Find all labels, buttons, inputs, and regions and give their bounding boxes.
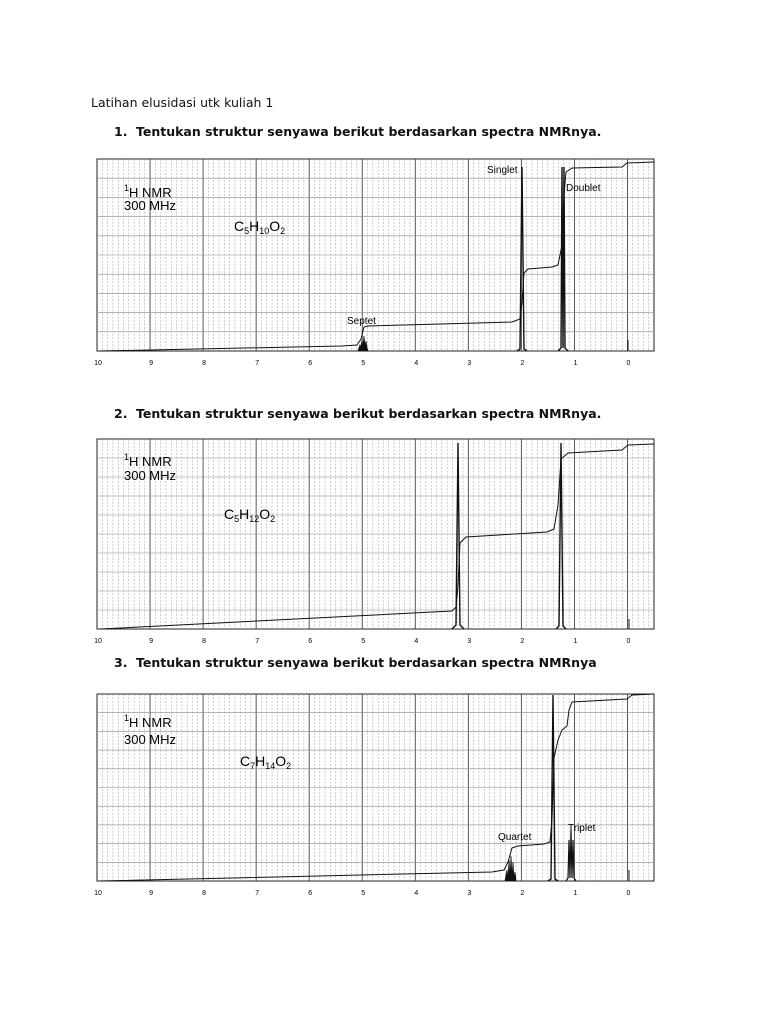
nucleus-label xyxy=(124,713,172,730)
ppm-tick-label: 1 xyxy=(573,890,578,897)
ppm-tick-label: 0 xyxy=(626,638,631,645)
spectrum-grid xyxy=(97,439,654,629)
peak-singlet-a xyxy=(452,443,464,629)
question-number: 2. xyxy=(114,406,128,421)
formula-o-count: 2 xyxy=(286,761,292,771)
nmr-spectrum-2 xyxy=(92,435,658,650)
ppm-tick-label: 2 xyxy=(520,638,525,645)
frequency-label: 300 MHz xyxy=(124,198,177,213)
ppm-tick-label: 3 xyxy=(467,638,472,645)
formula-c-count: 5 xyxy=(244,226,250,236)
integration-curve xyxy=(100,444,654,629)
nmr-spectrum-1 xyxy=(92,155,658,370)
nmr-spectrum-figure xyxy=(92,155,658,370)
peak-label-triplet: Triplet xyxy=(568,823,596,834)
peak-label-doublet: Doublet xyxy=(566,183,601,194)
formula-h-count: 10 xyxy=(259,226,270,236)
ppm-tick-label: 2 xyxy=(520,890,525,897)
molecular-formula xyxy=(234,218,285,236)
spectrum-trace xyxy=(100,443,654,629)
ppm-tick-label: 5 xyxy=(361,638,366,645)
peak-label-singlet: Singlet xyxy=(487,165,518,176)
formula-c-count: 5 xyxy=(234,514,240,524)
formula-c: C xyxy=(240,753,251,769)
nmr-spectrum-figure xyxy=(92,435,658,650)
ppm-tick-label: 4 xyxy=(414,638,419,645)
formula-c-count: 7 xyxy=(250,761,256,771)
formula-o-count: 2 xyxy=(270,514,276,524)
peak-quartet xyxy=(505,856,516,881)
question-text: Tentukan struktur senyawa berikut berdasarkan spectra NMRnya xyxy=(136,655,597,670)
ppm-tick-label: 0 xyxy=(626,360,631,367)
ppm-axis-ticks xyxy=(94,360,630,367)
molecular-formula xyxy=(240,753,291,771)
formula-o-count: 2 xyxy=(280,226,286,236)
molecular-formula xyxy=(224,506,275,524)
frequency-label: 300 MHz xyxy=(124,732,177,747)
ppm-tick-label: 2 xyxy=(520,360,525,367)
nucleus-text: H NMR xyxy=(129,454,172,469)
nucleus-label xyxy=(124,452,172,469)
ppm-tick-label: 9 xyxy=(149,890,154,897)
formula-h-count: 12 xyxy=(249,514,260,524)
nucleus-sup: 1 xyxy=(124,452,130,462)
spectrum-labels xyxy=(124,713,596,843)
question-3 xyxy=(114,655,597,670)
question-text: Tentukan struktur senyawa berikut berdasarkan spectra NMRnya. xyxy=(136,406,602,421)
ppm-tick-label: 4 xyxy=(414,890,419,897)
question-text: Tentukan struktur senyawa berikut berdasarkan spectra NMRnya. xyxy=(136,124,602,139)
ppm-tick-label: 4 xyxy=(414,360,419,367)
ppm-axis-ticks xyxy=(94,890,630,897)
formula-h: H xyxy=(239,506,250,522)
nucleus-text: H NMR xyxy=(129,715,172,730)
formula-c: C xyxy=(234,218,245,234)
ppm-tick-label: 9 xyxy=(149,638,154,645)
formula-o: O xyxy=(269,218,281,234)
ppm-tick-label: 7 xyxy=(255,638,260,645)
ppm-tick-label: 9 xyxy=(149,360,154,367)
ppm-tick-label: 10 xyxy=(94,638,102,645)
ppm-tick-label: 5 xyxy=(361,890,366,897)
ppm-tick-label: 7 xyxy=(255,360,260,367)
question-2 xyxy=(114,406,601,421)
nucleus-sup: 1 xyxy=(124,713,130,723)
ppm-tick-label: 8 xyxy=(202,890,207,897)
formula-o: O xyxy=(259,506,271,522)
ppm-tick-label: 3 xyxy=(467,890,472,897)
formula-c: C xyxy=(224,506,235,522)
formula-h-count: 14 xyxy=(265,761,276,771)
ppm-axis-ticks xyxy=(94,638,630,645)
nmr-spectrum-3 xyxy=(92,690,658,905)
spectrum-labels xyxy=(124,452,275,524)
ppm-tick-label: 6 xyxy=(308,360,313,367)
formula-o: O xyxy=(275,753,287,769)
peak-singlet xyxy=(517,167,527,351)
peak-singlet-b xyxy=(556,443,566,629)
worksheet-heading: Latihan elusidasi utk kuliah 1 xyxy=(91,95,274,110)
frequency-label: 300 MHz xyxy=(124,468,177,483)
nucleus-sup: 1 xyxy=(124,183,130,193)
ppm-tick-label: 3 xyxy=(467,360,472,367)
ppm-tick-label: 1 xyxy=(573,360,578,367)
peak-septet xyxy=(358,336,368,351)
question-number: 1. xyxy=(114,124,128,139)
peak-label-quartet: Quartet xyxy=(498,832,532,843)
ppm-tick-label: 7 xyxy=(255,890,260,897)
ppm-tick-label: 5 xyxy=(361,360,366,367)
ppm-tick-label: 6 xyxy=(308,638,313,645)
peak-label-septet: Septet xyxy=(347,316,376,327)
question-1 xyxy=(114,124,601,139)
ppm-tick-label: 8 xyxy=(202,638,207,645)
ppm-tick-label: 10 xyxy=(94,360,102,367)
ppm-tick-label: 8 xyxy=(202,360,207,367)
ppm-tick-label: 10 xyxy=(94,890,102,897)
ppm-tick-label: 6 xyxy=(308,890,313,897)
formula-h: H xyxy=(255,753,266,769)
question-number: 3. xyxy=(114,655,128,670)
ppm-tick-label: 1 xyxy=(573,638,578,645)
nucleus-text: H NMR xyxy=(129,185,172,200)
ppm-tick-label: 0 xyxy=(626,890,631,897)
nmr-spectrum-figure xyxy=(92,690,658,905)
formula-h: H xyxy=(249,218,260,234)
